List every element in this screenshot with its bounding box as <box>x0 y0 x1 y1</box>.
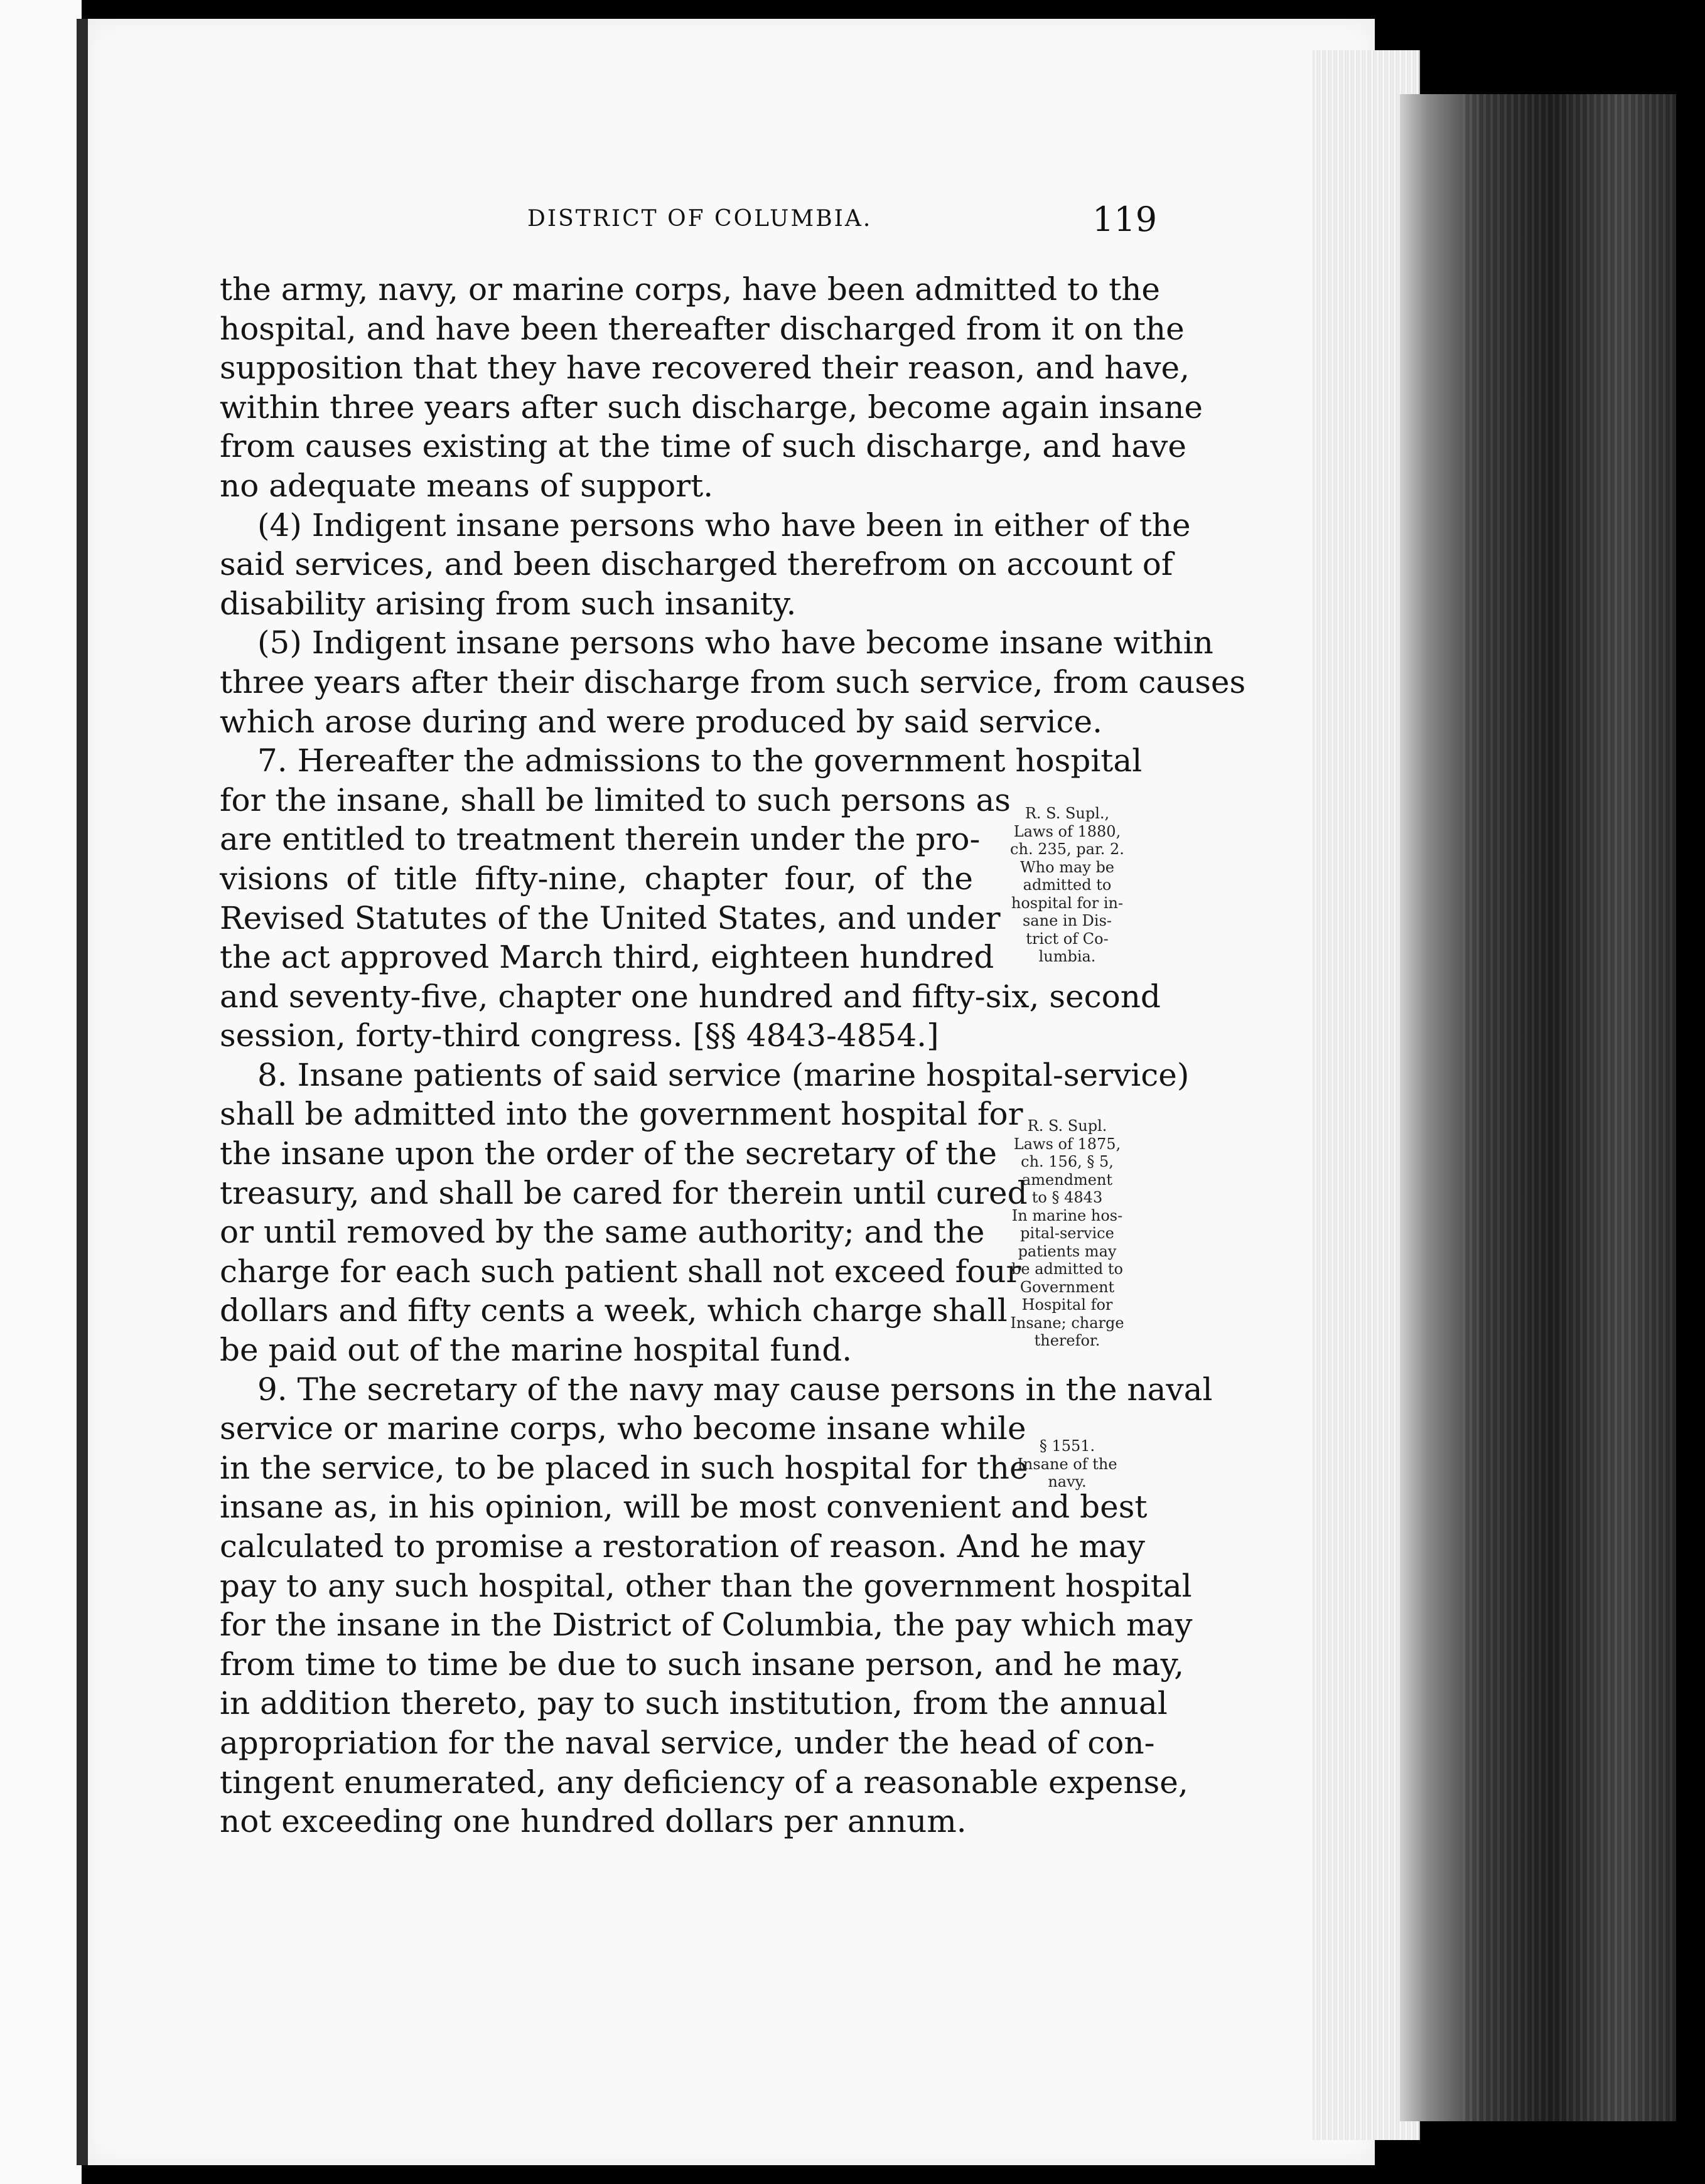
margin-note-line: admitted to <box>1023 876 1112 894</box>
main-text <box>220 270 1246 1841</box>
text-line: said services, and been discharged therefrom on account of <box>220 546 1173 583</box>
margin-note-line: patients may <box>1018 1242 1117 1260</box>
page-number: 119 <box>1092 200 1158 239</box>
text-line: are entitled to treatment therein under the pro- <box>220 821 981 858</box>
margin-note-line: Who may be <box>1019 858 1115 876</box>
text-line: visions of title fifty-nine, chapter four, of the <box>220 860 973 897</box>
text-line: for the insane, shall be limited to such persons as <box>220 781 1011 818</box>
text-line: for the insane in the District of Columbia, the pay which may <box>220 1607 1193 1644</box>
margin-note-line: Laws of 1880, <box>1013 822 1121 840</box>
running-head: DISTRICT OF COLUMBIA. <box>527 206 873 232</box>
text-line: (5) Indigent insane persons who have become insane within <box>257 624 1213 661</box>
margin-note-line: hospital for in- <box>1011 894 1124 912</box>
margin-note-line: Government <box>1019 1278 1115 1296</box>
text-line: (4) Indigent insane persons who have been in either of the <box>257 506 1191 543</box>
text-line: in the service, to be placed in such hospital for the <box>220 1449 1028 1486</box>
text-line: in addition thereto, pay to such institution, from the annual <box>220 1685 1168 1722</box>
text-line: or until removed by the same authority; and the <box>220 1214 985 1251</box>
text-line: 7. Hereafter the admissions to the government hospital <box>257 742 1143 779</box>
text-line: supposition that they have recovered their reason, and have, <box>220 350 1190 387</box>
text-line: 8. Insane patients of said service (marine hospital-service) <box>257 1056 1190 1093</box>
text-line: pay to any such hospital, other than the government hospital <box>220 1567 1192 1604</box>
text-line: hospital, and have been thereafter discharged from it on the <box>220 310 1185 347</box>
margin-note-line: In marine hos- <box>1011 1206 1123 1224</box>
margin-note-line: Hospital for <box>1021 1296 1113 1314</box>
margin-note-line: amendment <box>1021 1170 1113 1189</box>
margin-note-line: ch. 156, § 5, <box>1021 1153 1114 1170</box>
text-line: no adequate means of support. <box>220 467 714 504</box>
text-line: charge for each such patient shall not exceed four <box>220 1253 1021 1290</box>
margin-note-line: R. S. Supl., <box>1025 805 1110 822</box>
margin-note-line: be admitted to <box>1011 1260 1123 1278</box>
scan-left-margin <box>0 0 82 2184</box>
text-line: and seventy-five, chapter one hundred and fifty-six, second <box>220 978 1161 1015</box>
text-line: within three years after such discharge, become again insane <box>220 388 1203 426</box>
text-line: three years after their discharge from such service, from causes <box>220 663 1246 700</box>
margin-note-line: § 1551. <box>1039 1437 1095 1455</box>
text-line: from causes existing at the time of such discharge, and have <box>220 428 1186 465</box>
margin-note-navy <box>992 1437 1143 1491</box>
text-line: Revised Statutes of the United States, and under <box>220 899 1001 936</box>
text-line: from time to time be due to such insane person, and he may, <box>220 1646 1185 1683</box>
book-cover-texture <box>1463 94 1676 2121</box>
text-line: calculated to promise a restoration of reason. And he may <box>220 1528 1145 1565</box>
margin-note-line: sane in Dis- <box>1022 912 1112 929</box>
margin-note-line: Insane; charge <box>1010 1314 1124 1332</box>
text-line: the army, navy, or marine corps, have been admitted to the <box>220 271 1160 308</box>
text-line: tingent enumerated, any deficiency of a reasonable expense, <box>220 1764 1188 1801</box>
margin-note-line: trict of Co- <box>1026 929 1109 948</box>
margin-note-line: navy. <box>1048 1473 1087 1491</box>
margin-note-line: Insane of the <box>1017 1455 1117 1473</box>
text-line: 9. The secretary of the navy may cause persons in the naval <box>257 1371 1213 1408</box>
text-line: not exceeding one hundred dollars per annum. <box>220 1803 967 1840</box>
text-line: treasury, and shall be cared for therein until cured <box>220 1174 1028 1211</box>
margin-note-line: R. S. Supl. <box>1027 1117 1107 1135</box>
text-line: disability arising from such insanity. <box>220 585 797 622</box>
text-line: which arose during and were produced by said service. <box>220 703 1103 740</box>
text-line: the act approved March third, eighteen hundred <box>220 939 994 976</box>
text-line: insane as, in his opinion, will be most convenient and best <box>220 1489 1148 1526</box>
margin-note-line: to § 4843 <box>1031 1189 1103 1206</box>
text-line: session, forty-third congress. [§§ 4843-4854.] <box>220 1017 939 1054</box>
margin-note-line: therefor. <box>1034 1332 1100 1349</box>
margin-note-line: ch. 235, par. 2. <box>1010 840 1124 858</box>
text-line: the insane upon the order of the secretary of the <box>220 1135 998 1172</box>
text-line: shall be admitted into the government hospital for <box>220 1096 1023 1133</box>
margin-note-admissions <box>992 805 1143 966</box>
margin-note-marine-hospital <box>992 1117 1143 1350</box>
text-line: appropriation for the naval service, under the head of con- <box>220 1724 1155 1761</box>
margin-note-line: pital-service <box>1020 1224 1114 1242</box>
margin-note-line: Laws of 1875, <box>1013 1135 1121 1153</box>
text-line: be paid out of the marine hospital fund. <box>220 1332 852 1369</box>
margin-note-line: lumbia. <box>1038 948 1096 965</box>
text-line: dollars and fifty cents a week, which charge shall <box>220 1292 1008 1329</box>
text-line: service or marine corps, who become insane while <box>220 1410 1026 1447</box>
